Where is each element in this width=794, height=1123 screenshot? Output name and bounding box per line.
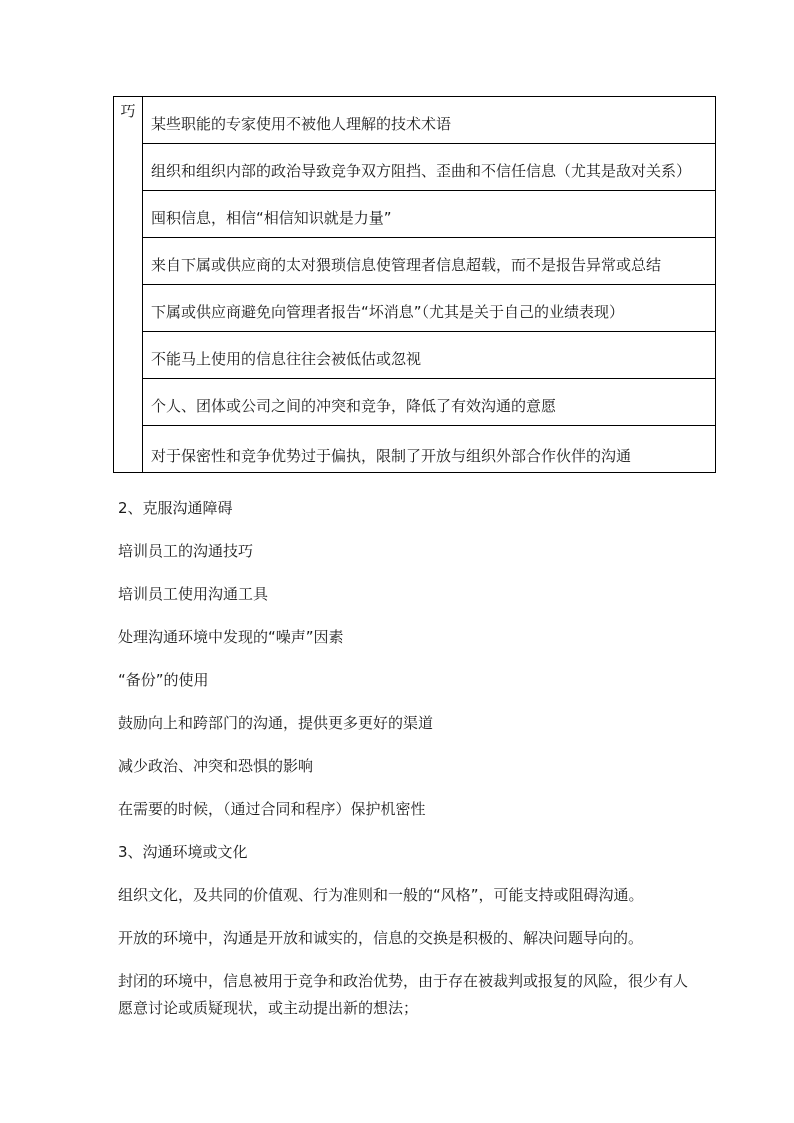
table-row: 组织和组织内部的政治导致竞争双方阻挡、歪曲和不信任信息（尤其是敌对关系） (143, 144, 715, 191)
section3-heading: 3、沟通环境或文化 (118, 843, 248, 861)
section2-item: 减少政治、冲突和恐惧的影响 (118, 757, 314, 775)
table-row: 某些职能的专家使用不被他人理解的技术术语 (143, 97, 715, 144)
section3-paragraph: 封闭的环境中，信息被用于竞争和政治优势，由于存在被裁判或报复的风险，很少有人愿意讨论或质疑现状，或主动提出新的想法； (118, 972, 689, 1017)
section2-item: 在需要的时候，（通过合同和程序）保护机密性 (118, 800, 426, 818)
table-row: 个人、团体或公司之间的冲突和竞争，降低了有效沟通的意愿 (143, 379, 715, 426)
barriers-table (113, 96, 716, 473)
table-row: 下属或供应商避免向管理者报告“坏消息”（尤其是关于自己的业绩表现） (143, 285, 715, 332)
table-row: 对于保密性和竞争优势过于偏执，限制了开放与组织外部合作伙伴的沟通 (151, 447, 632, 465)
section2-heading: 2、克服沟通障碍 (118, 499, 233, 517)
table-row: 来自下属或供应商的太对猥琐信息使管理者信息超载，而不是报告异常或总结 (143, 238, 715, 285)
section3-paragraph: 组织文化，及共同的价值观、行为准则和一般的“风格”，可能支持或阻碍沟通。 (118, 886, 644, 904)
section2-item: 处理沟通环境中发现的“噪声”因素 (118, 628, 344, 646)
table-side-label: 巧 (114, 97, 143, 472)
table-row: 不能马上使用的信息往往会被低估或忽视 (143, 332, 715, 379)
section2-item: 培训员工使用沟通工具 (118, 585, 269, 603)
section2-item: 培训员工的沟通技巧 (118, 542, 254, 560)
table-rows (143, 97, 715, 472)
table-row: 囤积信息，相信“相信知识就是力量” (143, 191, 715, 238)
section2-item: 鼓励向上和跨部门的沟通，提供更多更好的渠道 (118, 714, 434, 732)
section3-paragraph: 开放的环境中，沟通是开放和诚实的，信息的交换是积极的、解决问题导向的。 (118, 929, 644, 947)
section2-item: “备份”的使用 (118, 671, 209, 689)
